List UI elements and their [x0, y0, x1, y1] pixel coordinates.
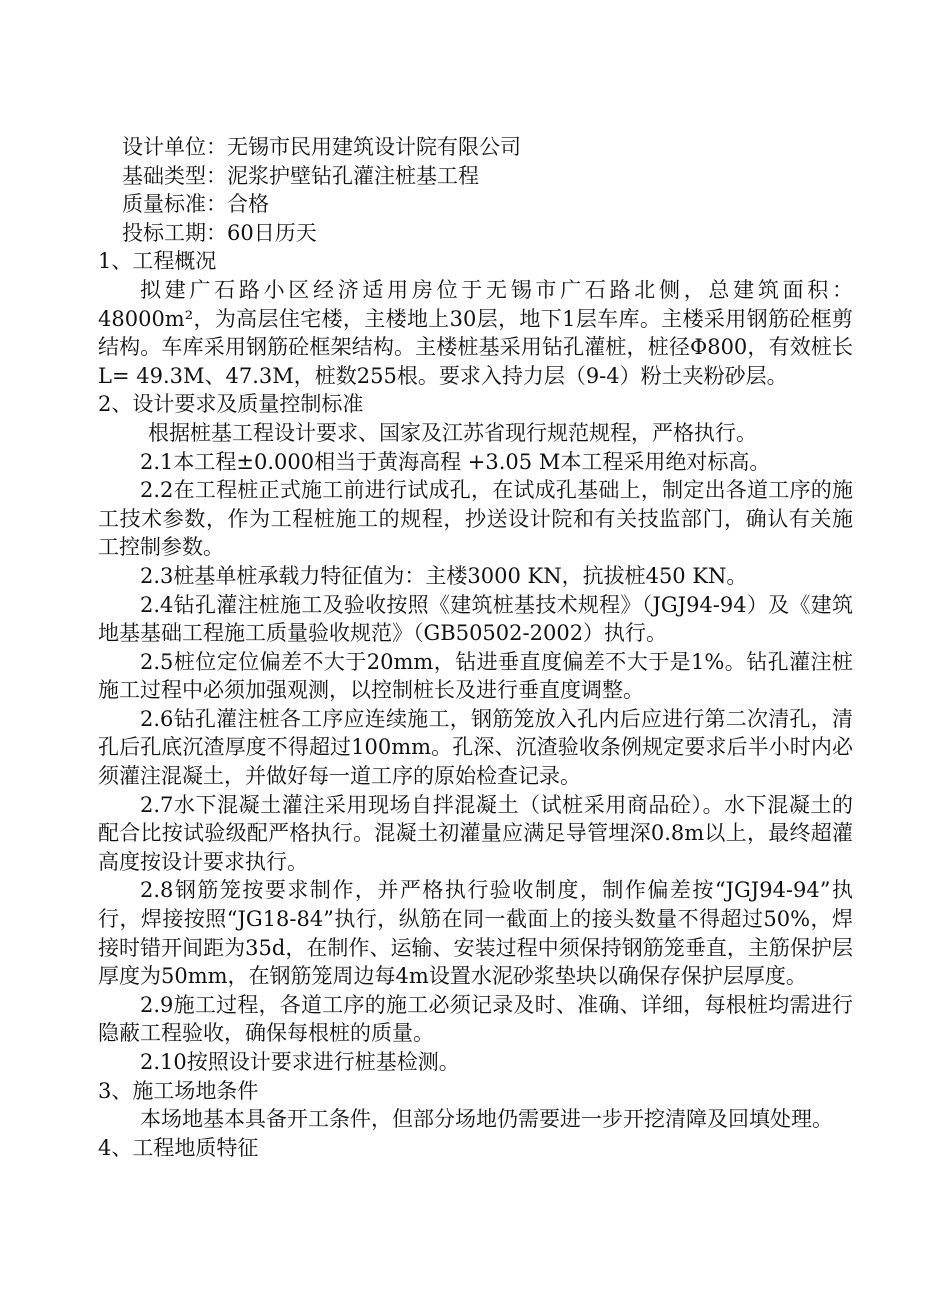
info-quality-standard: 质量标准：合格 [122, 192, 269, 217]
section-3-title: 3、施工场地条件 [98, 1078, 259, 1103]
section-1-paragraph: 拟建广石路小区经济适用房位于无锡市广石路北侧，总建筑面积：48000m²，为高层住宅楼，主楼地上30层，地下1层车库。主楼采用钢筋砼框剪结构。车库采用钢筋砼框架结构。主楼桩基采用钻孔灌桩，桩径Φ800，有效桩长L= 49.3M、47.3M，桩数255根。要求入持力层（9-4）粉土夹粉砂层。 [98, 277, 853, 388]
info-bid-duration: 投标工期：60日历天 [122, 220, 317, 245]
section-2-item-2-7: 2.7水下混凝土灌注采用现场自拌混凝土（试桩采用商品砼）。水下混凝土的配合比按试验级配严格执行。混凝土初灌量应满足导管埋深0.8m以上，最终超灌高度按设计要求执行。 [98, 792, 853, 874]
section-2-item-2-6: 2.6钻孔灌注桩各工序应连续施工，钢筋笼放入孔内后应进行第二次清孔，清孔后孔底沉渣厚度不得超过100mm。孔深、沉渣验收条例规定要求后半小时内必须灌注混凝土，并做好每一道工序的原始检查记录。 [98, 706, 853, 789]
section-2-item-2-3: 2.3桩基单桩承载力特征值为：主楼3000 KN，抗拔桩450 KN。 [140, 563, 748, 588]
section-1-title: 1、工程概况 [98, 249, 217, 274]
section-2-item-2-8: 2.8钢筋笼按要求制作，并严格执行验收制度，制作偏差按“JGJ94-94”执行，焊接按照“JG18-84”执行，纵筋在同一截面上的接头数量不得超过50%，焊接时错开间距为35d，在制作、运输、安装过程中须保持钢筋笼垂直，主筋保护层厚度为50mm，在钢筋笼周边每4m设置水泥砂浆垫块以确保存保护层厚度。 [98, 878, 853, 989]
info-foundation-type: 基础类型：泥浆护壁钻孔灌注桩基工程 [122, 163, 479, 188]
section-2-item-2-2: 2.2在工程桩正式施工前进行试成孔，在试成孔基础上，制定出各道工序的施工技术参数，作为工程桩施工的规程，抄送设计院和有关技监部门，确认有关施工控制参数。 [98, 478, 853, 560]
section-2-item-2-10: 2.10按照设计要求进行桩基检测。 [140, 1050, 460, 1074]
section-2-item-2-4: 2.4钻孔灌注桩施工及验收按照《建筑桩基技术规程》（JGJ94-94）及《建筑地基基础工程施工质量验收规范》（GB50502-2002）执行。 [98, 592, 853, 646]
section-2-intro: 根据桩基工程设计要求、国家及江苏省现行规范规程，严格执行。 [148, 420, 757, 445]
section-2-item-2-1: 2.1本工程±0.000相当于黄海高程 +3.05 M本工程采用绝对标高。 [140, 449, 771, 474]
section-4-title: 4、工程地质特征 [98, 1135, 259, 1160]
document-page [98, 133, 853, 1162]
section-3-paragraph: 本场地基本具备开工条件，但部分场地仍需要进一步开挖清障及回填处理。 [140, 1107, 833, 1132]
section-2-title: 2、设计要求及质量控制标准 [98, 392, 364, 417]
section-2-item-2-5: 2.5桩位定位偏差不大于20mm，钻进垂直度偏差不大于是1%。钻孔灌注桩施工过程中必须加强观测，以控制桩长及进行垂直度调整。 [98, 649, 853, 703]
section-2-item-2-9: 2.9施工过程，各道工序的施工必须记录及时、准确、详细，每根桩均需进行隐蔽工程验收，确保每根桩的质量。 [98, 992, 853, 1046]
info-design-unit: 设计单位：无锡市民用建筑设计院有限公司 [122, 135, 521, 159]
